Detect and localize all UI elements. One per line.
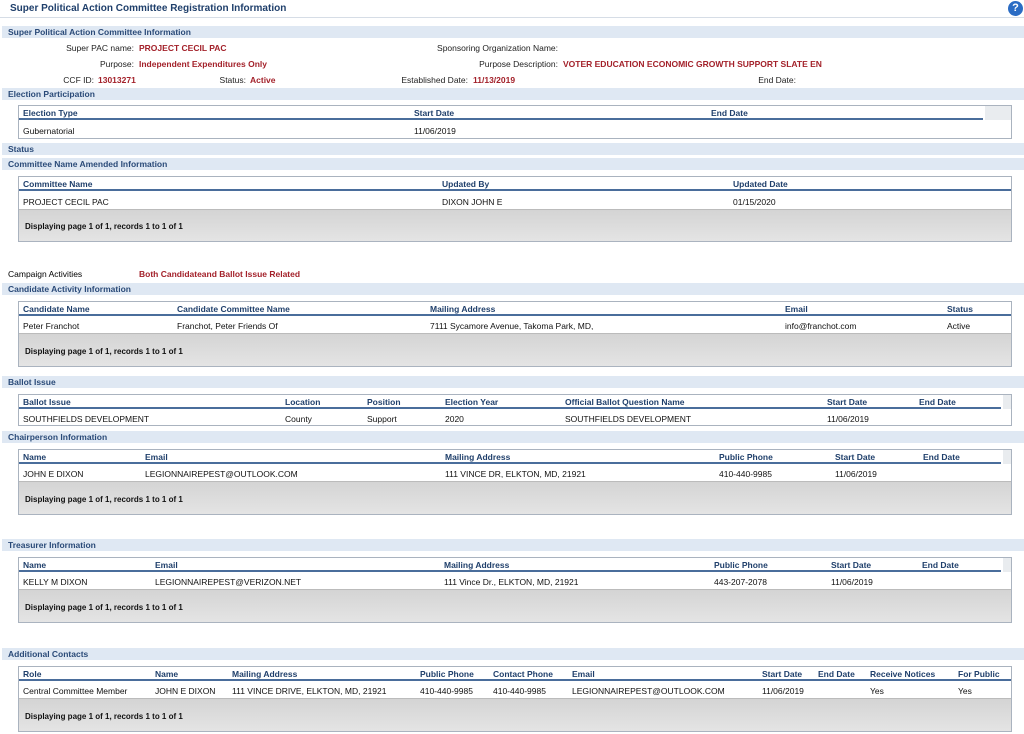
col-election-type[interactable]: Election Type [23,108,78,118]
purpose-value: Independent Expenditures Only [139,59,267,69]
col-updated-by[interactable]: Updated By [442,179,490,189]
section-header-amended: Committee Name Amended Information [2,158,1024,170]
section-header-status: Status [2,143,1024,155]
col-election-year[interactable]: Election Year [445,397,499,407]
sponsor-label: Sponsoring Organization Name: [437,43,558,53]
campaign-activities-value: Both Candidateand Ballot Issue Related [139,269,301,279]
col-public-phone[interactable]: Public Phone [420,669,474,679]
status-value: Active [250,75,276,85]
col-contact-phone[interactable]: Contact Phone [493,669,553,679]
col-start-date[interactable]: Start Date [414,108,455,118]
chair-grid: Name Email Mailing Address Public Phone Start Date End Date JOHN E DIXON LEGIONNAIREPEST@OUTLOOK.COM 111 VINCE DR, ELKTON, MD, 21921 410-440-9985 11/06/2019 Displaying page 1 of 1, records 1 to 1 of 1 [18,449,1012,515]
campaign-activities-label: Campaign Activities [8,269,83,279]
col-status[interactable]: Status [947,304,973,314]
contacts-grid: Role Name Mailing Address Public Phone Contact Phone Email Start Date End Date Receive Notices For Public Central Committee Member JOHN E DIXON 111 VINCE DRIVE, ELKTON, MD, 21921 410-440-9985 410-440-9985 LEGIONNAIREPEST@OUTLOOK.COM 11/06/2019 Yes Yes Displaying page 1 of 1, records 1 to 1 of 1 [18,666,1012,732]
col-end-date[interactable]: End Date [922,560,959,570]
col-role[interactable]: Role [23,669,42,679]
pager: Displaying page 1 of 1, records 1 to 1 of 1 [19,698,1011,731]
section-header-ballot: Ballot Issue [2,376,1024,388]
col-position[interactable]: Position [367,397,401,407]
col-ballot-issue[interactable]: Ballot Issue [23,397,71,407]
grid-header [19,558,1001,572]
treasurer-grid: Name Email Mailing Address Public Phone Start Date End Date KELLY M DIXON LEGIONNAIREPEST@VERIZON.NET 111 Vince Dr., ELKTON, MD, 21921 443-207-2078 11/06/2019 Displaying page 1 of 1, records 1 to 1 of 1 [18,557,1012,623]
col-for-public[interactable]: For Public [958,669,1000,679]
purpose-desc-value: VOTER EDUCATION ECONOMIC GROWTH SUPPORT SLATE EN [563,59,822,69]
col-mailing-address[interactable]: Mailing Address [430,304,496,314]
grid-header [19,177,1011,191]
col-end-date[interactable]: End Date [818,669,855,679]
ccf-value: 13013271 [98,75,136,85]
established-label: Established Date: [401,75,468,85]
purpose-label: Purpose: [99,59,134,69]
col-candidate-name[interactable]: Candidate Name [23,304,90,314]
election-grid: Election Type Start Date End Date Gubernatorial 11/06/2019 [18,105,1012,139]
grid-header [19,395,1001,409]
pager: Displaying page 1 of 1, records 1 to 1 of 1 [19,481,1011,514]
section-header-election: Election Participation [2,88,1024,100]
col-start-date[interactable]: Start Date [831,560,872,570]
col-start-date[interactable]: Start Date [827,397,868,407]
section-header-contacts: Additional Contacts [2,648,1024,660]
col-name[interactable]: Name [23,560,47,570]
col-end-date[interactable]: End Date [923,452,960,462]
col-end-date[interactable]: End Date [711,108,748,118]
col-candidate-committee[interactable]: Candidate Committee Name [177,304,290,314]
grid-header [19,106,983,120]
col-receive-notices[interactable]: Receive Notices [870,669,936,679]
col-end-date[interactable]: End Date [919,397,956,407]
ccf-label: CCF ID: [63,75,94,85]
established-value: 11/13/2019 [473,75,516,85]
section-header-info: Super Political Action Committee Information [2,26,1024,38]
col-public-phone[interactable]: Public Phone [714,560,768,570]
pager: Displaying page 1 of 1, records 1 to 1 of 1 [19,333,1011,366]
col-mailing-address[interactable]: Mailing Address [445,452,511,462]
col-email[interactable]: Email [155,560,178,570]
col-ballot-question[interactable]: Official Ballot Question Name [565,397,685,407]
col-name[interactable]: Name [23,452,47,462]
candidate-grid: Candidate Name Candidate Committee Name Mailing Address Email Status Peter Franchot Franchot, Peter Friends Of 7111 Sycamore Avenue, Takoma Park, MD, info@franchot.com Active Displaying page 1 of 1, records 1 to 1 of 1 [18,301,1012,367]
col-location[interactable]: Location [285,397,321,407]
col-mailing-address[interactable]: Mailing Address [232,669,298,679]
ballot-grid: Ballot Issue Location Position Election Year Official Ballot Question Name Start Date End Date SOUTHFIELDS DEVELOPMENT County Support 2020 SOUTHFIELDS DEVELOPMENT 11/06/2019 [18,394,1012,426]
pager: Displaying page 1 of 1, records 1 to 1 of 1 [19,209,1011,241]
pac-name-value: PROJECT CECIL PAC [139,43,227,53]
purpose-desc-label: Purpose Description: [479,59,558,69]
section-header-candidate: Candidate Activity Information [2,283,1024,295]
section-header-chair: Chairperson Information [2,431,1024,443]
pac-name-label: Super PAC name: [66,43,134,53]
grid-header [19,302,1011,316]
status-label: Status: [219,75,246,85]
col-public-phone[interactable]: Public Phone [719,452,773,462]
page-title: Super Political Action Committee Registration Information [10,3,287,14]
grid-header [19,450,1001,464]
section-header-treasurer: Treasurer Information [2,539,1024,551]
col-email[interactable]: Email [145,452,168,462]
col-committee-name[interactable]: Committee Name [23,179,93,189]
pager: Displaying page 1 of 1, records 1 to 1 of 1 [19,589,1011,622]
col-email[interactable]: Email [785,304,808,314]
col-start-date[interactable]: Start Date [762,669,803,679]
help-icon[interactable]: ? [1008,1,1023,16]
col-start-date[interactable]: Start Date [835,452,876,462]
col-email[interactable]: Email [572,669,595,679]
col-updated-date[interactable]: Updated Date [733,179,788,189]
grid-header [19,667,1011,681]
col-mailing-address[interactable]: Mailing Address [444,560,510,570]
col-name[interactable]: Name [155,669,179,679]
end-date-label: End Date: [758,75,796,85]
amended-grid: Committee Name Updated By Updated Date PROJECT CECIL PAC DIXON JOHN E 01/15/2020 Displaying page 1 of 1, records 1 to 1 of 1 [18,176,1012,242]
